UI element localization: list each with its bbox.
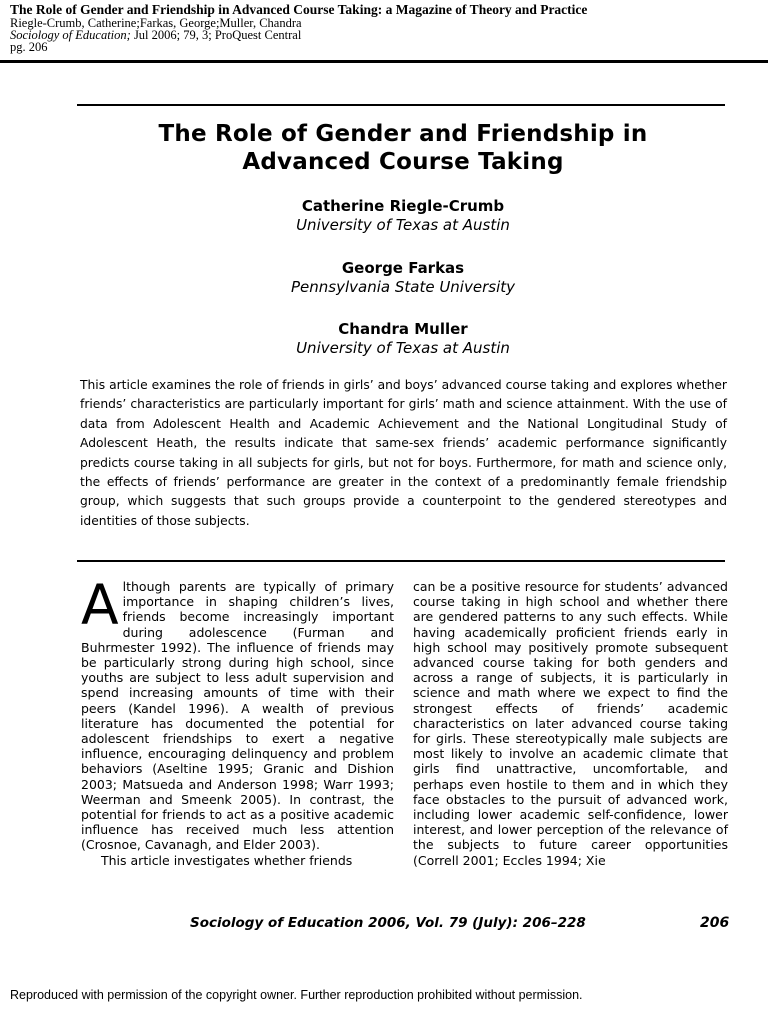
citation-source [10, 29, 760, 41]
article-title-line-1: The Role of Gender and Friendship in [158, 121, 648, 147]
drop-cap: A [81, 573, 119, 637]
citation-details: Jul 2006; 79, 3; ProQuest Central [130, 28, 302, 42]
citation-title: The Role of Gender and Friendship in Advanced Course Taking: a Magazine of Theory and Practice [10, 2, 588, 17]
author-name: George Farkas [341, 259, 465, 277]
article-title-line-2: Advanced Course Taking [242, 149, 564, 175]
header-divider [0, 60, 768, 63]
author-affiliation: University of Texas at Austin [296, 339, 510, 357]
abstract-bottom-rule [77, 560, 725, 562]
citation-page: pg. 206 [10, 40, 48, 54]
body-paragraph-text: lthough parents are typically of primary importance in shaping children’s lives, friends become increasingly important during adolescence (Furman and Buhrmester 1992). The influence of friends may be particularly strong during high school, since youths are subject to less adult supervision and spend increasing amounts of time with their peers (Kandel 1996). A wealth of previous literature has documented the potential for adolescent friendships to exert a negative influence, encouraging delinquency and problem behaviors (Aseltine 1995; Granic and Dishion 2003; Matsueda and Anderson 1998; Warr 1993; Weerman and Smeenk 2005). In contrast, the potential for friends to act as a positive academic influence has received much less attention (Crosnoe, Cavanagh, and Elder 2003). [81, 579, 394, 853]
proquest-citation-header [10, 2, 760, 53]
footer-journal-citation: Sociology of Education 2006, Vol. 79 (July): 206–228 [190, 915, 586, 931]
footer-page-number: 206 [700, 915, 730, 931]
author-affiliation: University of Texas at Austin [296, 216, 510, 234]
author-affiliation: Pennsylvania State University [291, 278, 515, 296]
article-title [80, 120, 726, 176]
author-block-1 [80, 197, 726, 235]
body-paragraph [81, 573, 394, 853]
author-block-2 [80, 259, 726, 297]
abstract: This article examines the role of friends in girls’ and boys’ advanced course taking and explores whether friends’ characteristics are particularly important for girls’ math and science attainment. With the use of data from Adolescent Health and Academic Achievement and the National Longitudinal Study of Adolescent Heath, the results indicate that same-sex friends’ academic performance significantly predicts course taking in all subjects for girls, but not for boys. Furthermore, for math and science only, the effects of friends’ performance are greater in the context of a predominantly female friendship group, which suggests that such groups provide a counterpoint to the gendered stereotypes and identities of those subjects. [80, 378, 727, 528]
author-block-3 [80, 320, 726, 358]
title-top-rule [77, 104, 725, 106]
permission-notice: Reproduced with permission of the copyright owner. Further reproduction prohibited without permission. [10, 988, 583, 1002]
author-name: Chandra Muller [338, 320, 468, 338]
body-paragraph: This article investigates whether friends [101, 852, 353, 868]
body-column-right [413, 579, 728, 868]
body-column-left [81, 573, 394, 868]
body-paragraph: can be a positive resource for students’ advanced course taking in high school and whether there are gendered patterns to any such effects. While having academically proficient friends early in high school may positively promote subsequent advanced course taking for both genders and across a range of subjects, it is particularly in science and math where we expect to find the strongest effects of friends’ academic characteristics on later advanced course taking for girls. These stereotypically male subjects are most likely to involve an academic climate that girls find unattractive, uncomfortable, and perhaps even hostile to them and in which they face obstacles to the pursuit of advanced work, including lower academic self-confidence, lower interest, and lower perception of the relevance of the subjects to future career opportunities (Correll 2001; Eccles 1994; Xie [413, 579, 728, 868]
author-name: Catherine Riegle-Crumb [301, 197, 505, 215]
citation-journal: Sociology of Education; [10, 28, 131, 42]
citation-authors: Riegle-Crumb, Catherine;Farkas, George;Muller, Chandra [10, 16, 302, 30]
